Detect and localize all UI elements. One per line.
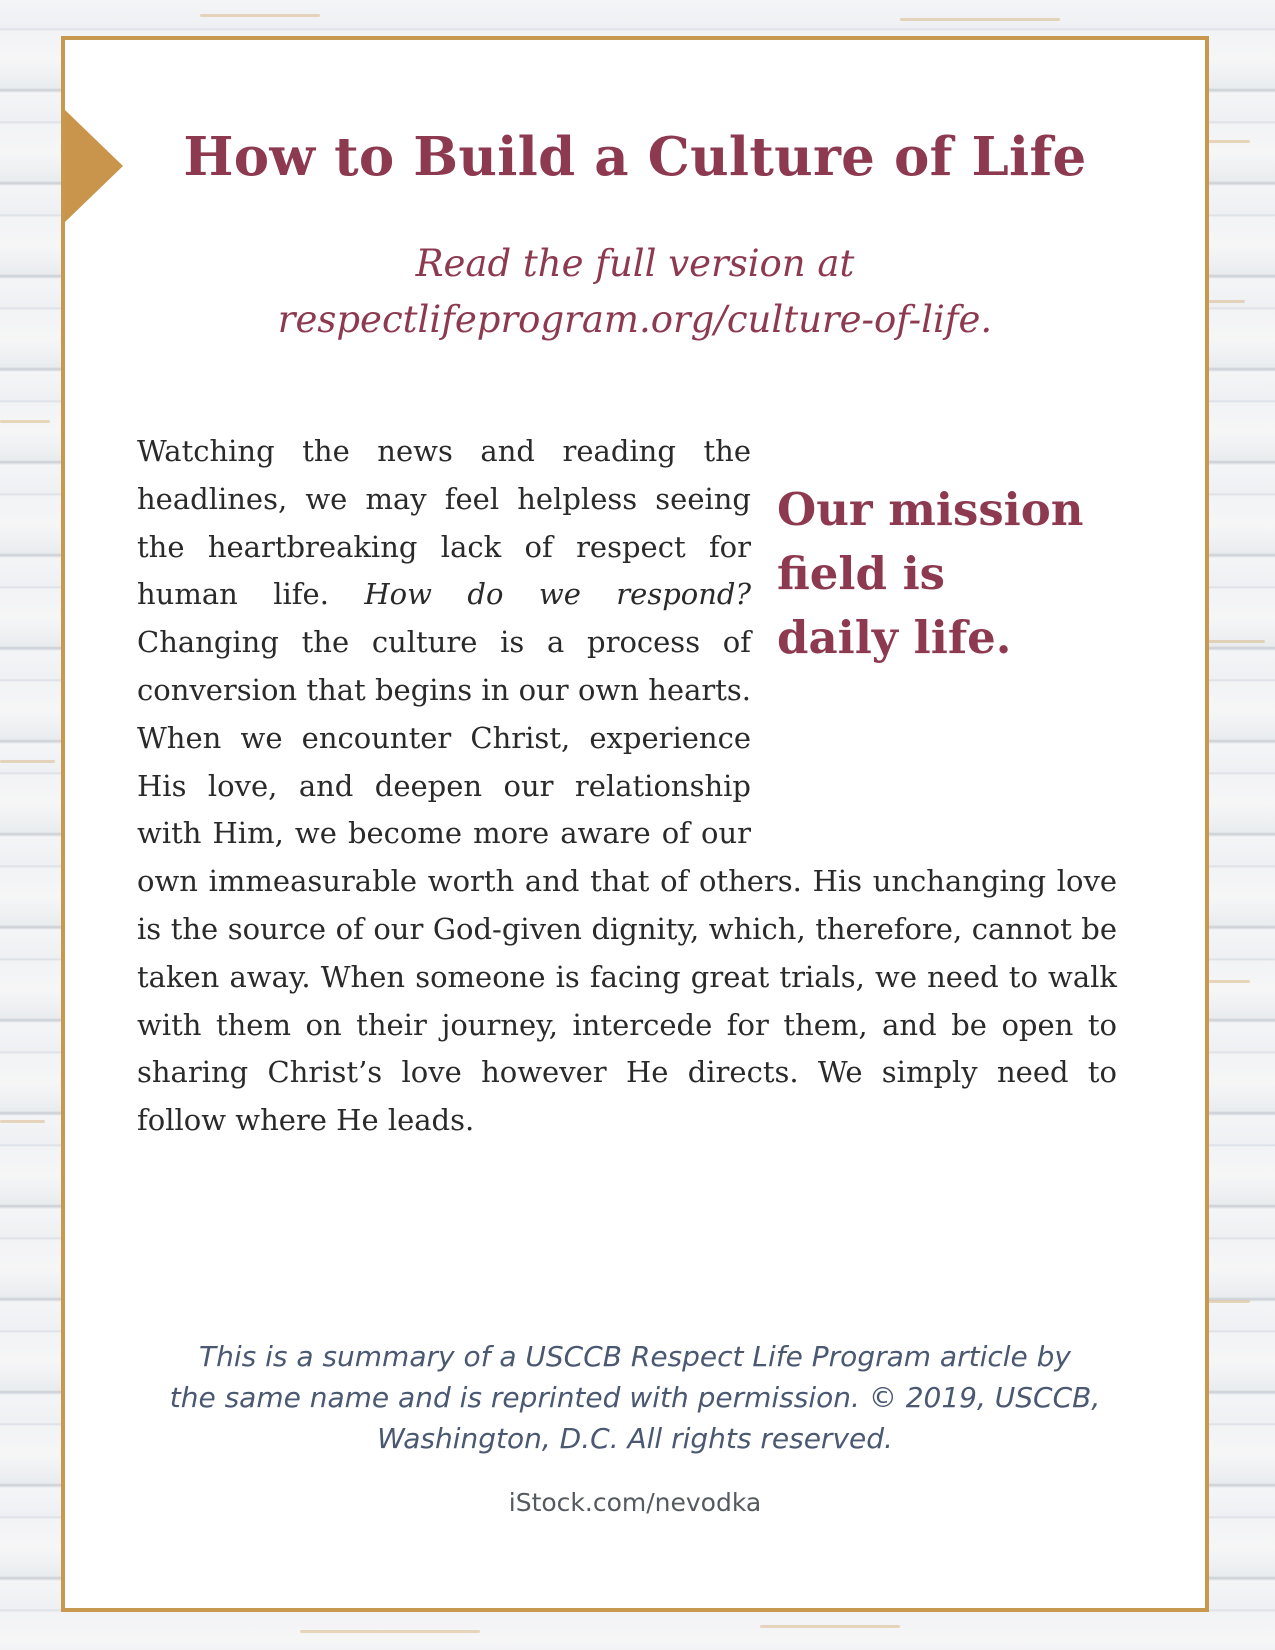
pull-quote-line: field is xyxy=(777,547,946,600)
wood-grain-streak xyxy=(760,1625,900,1628)
pull-quote xyxy=(777,478,1117,838)
article-body xyxy=(137,428,1117,1145)
image-credit: iStock.com/nevodka xyxy=(508,1488,762,1517)
wood-grain-streak xyxy=(0,1120,45,1123)
wood-grain-streak xyxy=(0,420,50,423)
read-more-url: respectlifeprogram.org/culture-of-life. xyxy=(277,298,993,341)
wood-grain-streak xyxy=(0,760,55,763)
permission-note xyxy=(125,1336,1145,1459)
article-title: How to Build a Culture of Life xyxy=(183,126,1087,188)
body-question: How do we respond? xyxy=(364,577,752,612)
wood-grain-streak xyxy=(300,1630,480,1633)
permission-line: This is a summary of a USCCB Respect Life Program article by xyxy=(198,1340,1072,1373)
read-more-note xyxy=(145,236,1125,348)
pull-quote-line: Our mission xyxy=(777,483,1084,536)
pull-quote-line: daily life. xyxy=(777,611,1012,664)
permission-line: Washington, D.C. All rights reserved. xyxy=(377,1422,893,1455)
permission-line: the same name and is reprinted with permission. © 2019, USCCB, xyxy=(169,1381,1101,1414)
article-card xyxy=(61,36,1209,1612)
body-rest: Changing the culture is a process of conversion that begins in our own hearts. When we encounter Christ, experience His love, and deepen our relationship with Him, we become more aware of our own immeasurable worth and that of others. His unchanging love is the source of our God-given dignity, which, therefore, cannot be taken away. When someone is facing great trials, we need to walk with them on their journey, intercede for them, and be open to sharing Christ’s love however He directs. We simply need to follow where He leads. xyxy=(137,625,1117,1138)
read-more-line: Read the full version at xyxy=(415,242,855,285)
body-intro: Watching the news and reading the headlines, we may feel helpless seeing the heartbreaking lack of respect for human life. xyxy=(137,434,751,612)
wood-grain-streak xyxy=(900,18,1060,21)
wood-grain-streak xyxy=(200,14,320,17)
